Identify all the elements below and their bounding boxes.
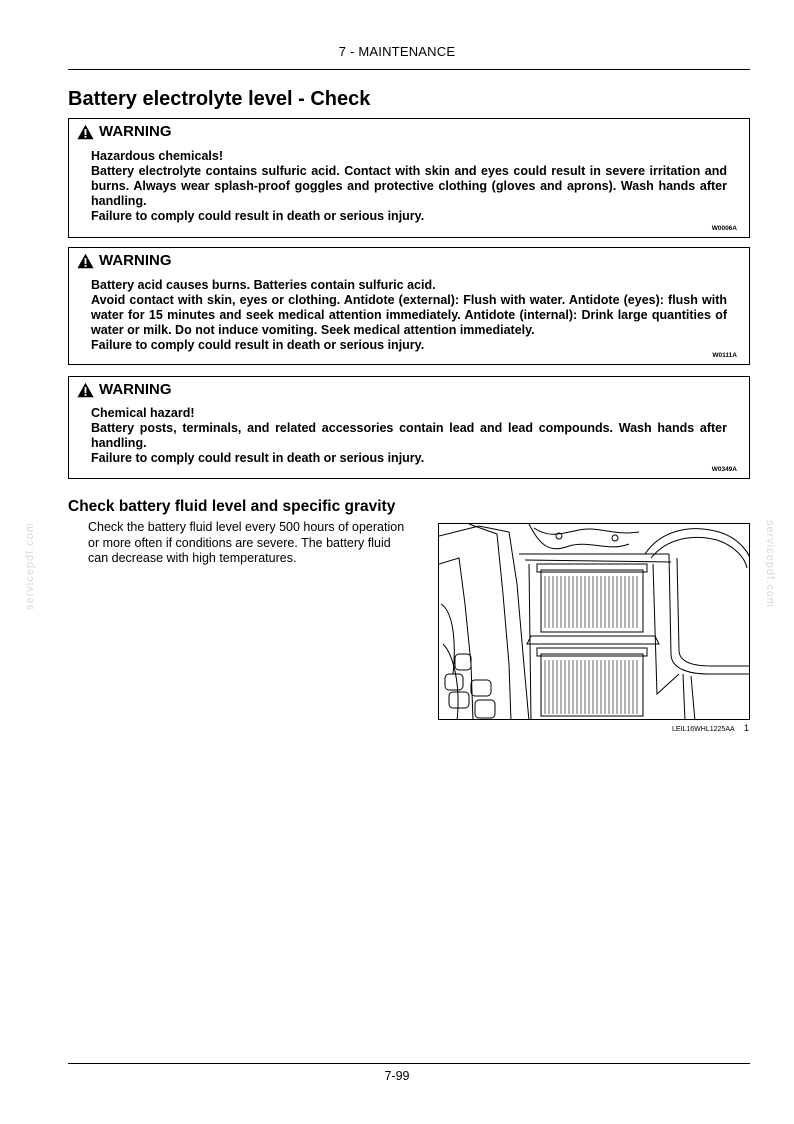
warning-text (91, 406, 727, 466)
warning-triangle-icon (77, 253, 94, 269)
warning-line: Failure to comply could result in death or serious injury. (91, 338, 425, 352)
warning-line: Battery acid causes burns. Batteries contain sulfuric acid. (91, 278, 436, 292)
figure-code: LEIL16WHL1225AA (672, 726, 735, 733)
warning-box-battery-acid (68, 247, 750, 365)
warning-text (91, 149, 727, 224)
warning-code: W0349A (711, 466, 737, 473)
section-body-text: Check the battery fluid level every 500 hours of operation or more often if conditions are severe. The battery fluid can decrease with high temperatures. (88, 520, 405, 565)
warning-title: WARNING (99, 252, 172, 269)
warning-heading (77, 123, 172, 140)
warning-box-hazardous-chemicals (68, 118, 750, 238)
warning-line: Battery posts, terminals, and related accessories contain lead and lead compounds. Wash hands after handling. (91, 421, 727, 450)
warning-text (91, 278, 727, 353)
battery-drawing (439, 524, 750, 720)
header-divider (68, 69, 750, 70)
running-header: 7 - MAINTENANCE (338, 44, 456, 59)
watermark-right: servicepdf.com (764, 520, 776, 608)
battery-illustration (438, 523, 750, 720)
section-title: Check battery fluid level and specific gravity (68, 498, 396, 515)
page-number: 7-99 (384, 1069, 410, 1083)
warning-line: Chemical hazard! (91, 406, 195, 420)
warning-code: W0006A (711, 225, 737, 232)
figure-number: 1 (744, 723, 750, 733)
watermark-left: servicepdf.com (24, 522, 36, 610)
warning-line: Failure to comply could result in death or serious injury. (91, 209, 425, 223)
warning-line: Battery electrolyte contains sulfuric acid. Contact with skin and eyes could result in severe irritation and burns. Always wear splash-proof goggles and protective clothing (gloves and aprons). Wash hands after handling. (91, 164, 727, 208)
warning-box-chemical-hazard (68, 376, 750, 479)
warning-triangle-icon (77, 382, 94, 398)
warning-line: Avoid contact with skin, eyes or clothing. Antidote (external): Flush with water. Antidote (eyes): flush with water for 15 minutes and seek medical attention immediately. Antidote (internal): Drink large quantities of water or milk. Do not induce vomiting. Seek medical attention immediately. (91, 293, 727, 337)
warning-heading (77, 381, 172, 398)
warning-line: Hazardous chemicals! (91, 149, 223, 163)
warning-title: WARNING (99, 123, 172, 140)
warning-line: Failure to comply could result in death or serious injury. (91, 451, 425, 465)
warning-triangle-icon (77, 124, 94, 140)
footer-divider (68, 1063, 750, 1064)
warning-code: W0111A (712, 352, 737, 359)
warning-title: WARNING (99, 381, 172, 398)
page-title: Battery electrolyte level - Check (68, 88, 371, 110)
warning-heading (77, 252, 172, 269)
